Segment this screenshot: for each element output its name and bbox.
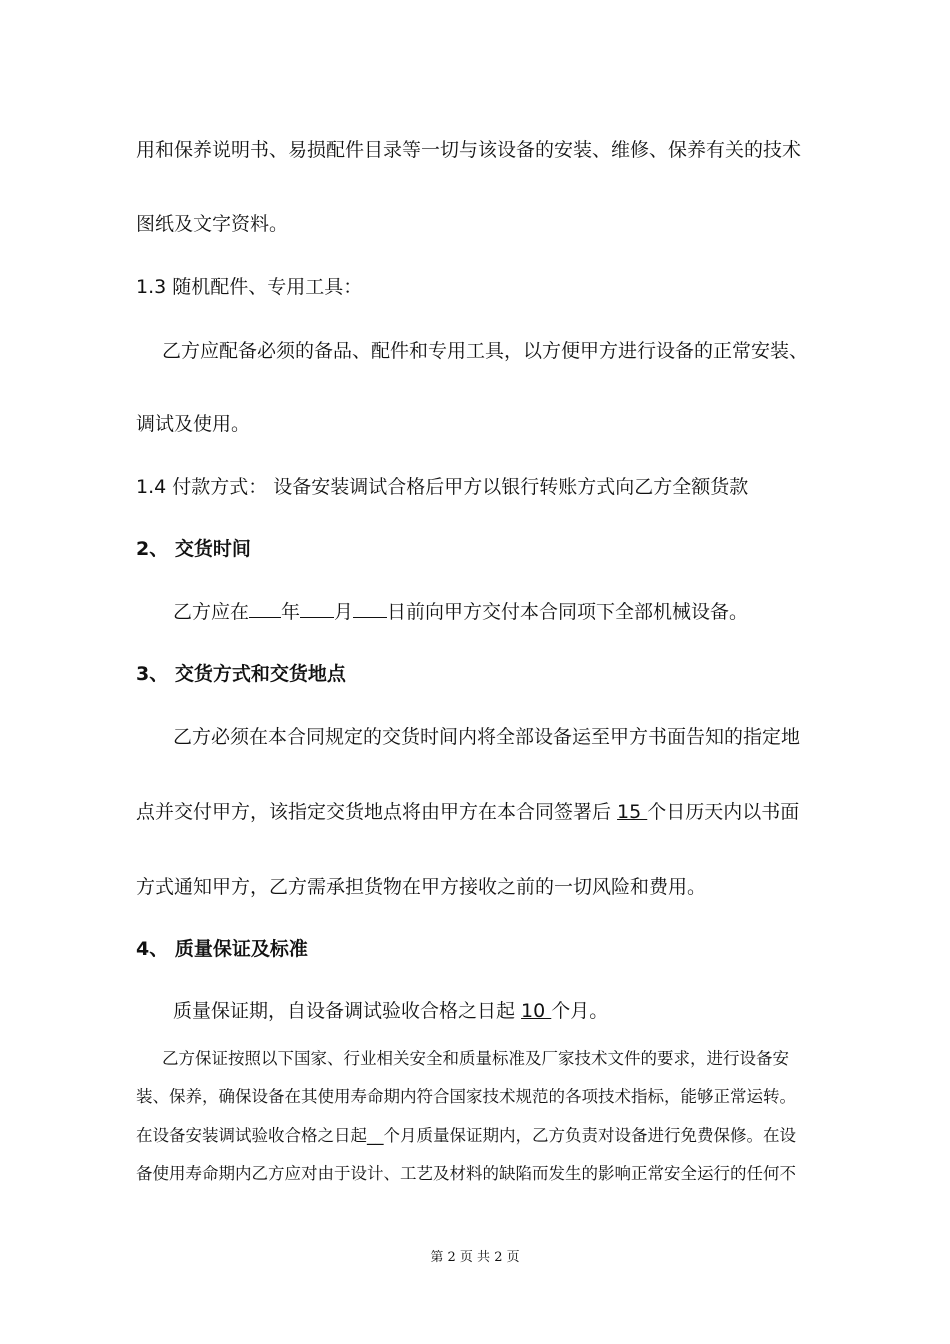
paragraph-line: 乙方保证按照以下国家、行业相关安全和质量标准及厂家技术文件的要求，进行设备安 (162, 1049, 789, 1068)
text-fragment: 点并交付甲方，该指定交货地点将由甲方在本合同签署后 (136, 801, 618, 823)
section-heading-delivery-method: 3、 交货方式和交货地点 (136, 663, 346, 685)
delivery-date-line (173, 598, 748, 626)
paragraph-line: 装、保养，确保设备在其使用寿命期内符合国家技术规范的各项技术指标，能够正常运转。 (136, 1087, 796, 1106)
paragraph-line: 方式通知甲方，乙方需承担货物在甲方接收之前的一切风险和费用。 (136, 876, 707, 898)
paragraph-line: 用和保养说明书、易损配件目录等一切与该设备的安装、维修、保养有关的技术 (136, 139, 802, 161)
subsection-heading: 1.3 随机配件、专用工具： (136, 276, 363, 298)
blank-month-field (300, 599, 334, 618)
text-fragment: 乙方应在 (173, 601, 250, 623)
text-fragment: 个日历天内以书面 (647, 801, 800, 823)
text-fragment: 年 (281, 601, 301, 623)
warranty-months-value: 10 (521, 1000, 552, 1022)
paragraph-line: 乙方应配备必须的备品、配件和专用工具，以方便甲方进行设备的正常安装、 (162, 340, 809, 362)
text-fragment: 质量保证期，自设备调试验收合格之日起 (173, 1000, 522, 1022)
days-value: 15 (617, 801, 648, 823)
paragraph-line: 乙方必须在本合同规定的交货时间内将全部设备运至甲方书面告知的指定地 (173, 726, 801, 748)
blank-day-field (353, 599, 387, 618)
page-footer: 第 2 页 共 2 页 (430, 1250, 520, 1265)
section-heading-delivery-time: 2、 交货时间 (136, 538, 251, 560)
text-fragment: 月 (334, 601, 354, 623)
blank-year-field (249, 599, 281, 618)
paragraph-line: 在设备安装调试验收合格之日起__个月质量保证期内，乙方负责对设备进行免费保修。在设 (136, 1126, 796, 1145)
paragraph-line: 调试及使用。 (136, 413, 251, 435)
warranty-period-line (173, 997, 608, 1025)
section-heading-quality: 4、 质量保证及标准 (136, 938, 308, 960)
paragraph-line (136, 798, 799, 826)
text-fragment: 日前向甲方交付本合同项下全部机械设备。 (387, 601, 749, 623)
payment-terms-line: 1.4 付款方式： 设备安装调试合格后甲方以银行转账方式向乙方全额货款 (136, 476, 749, 498)
text-fragment: 个月。 (551, 1000, 609, 1022)
paragraph-line: 图纸及文字资料。 (136, 213, 289, 235)
paragraph-line: 备使用寿命期内乙方应对由于设计、工艺及材料的缺陷而发生的影响正常安全运行的任何不 (136, 1164, 796, 1183)
